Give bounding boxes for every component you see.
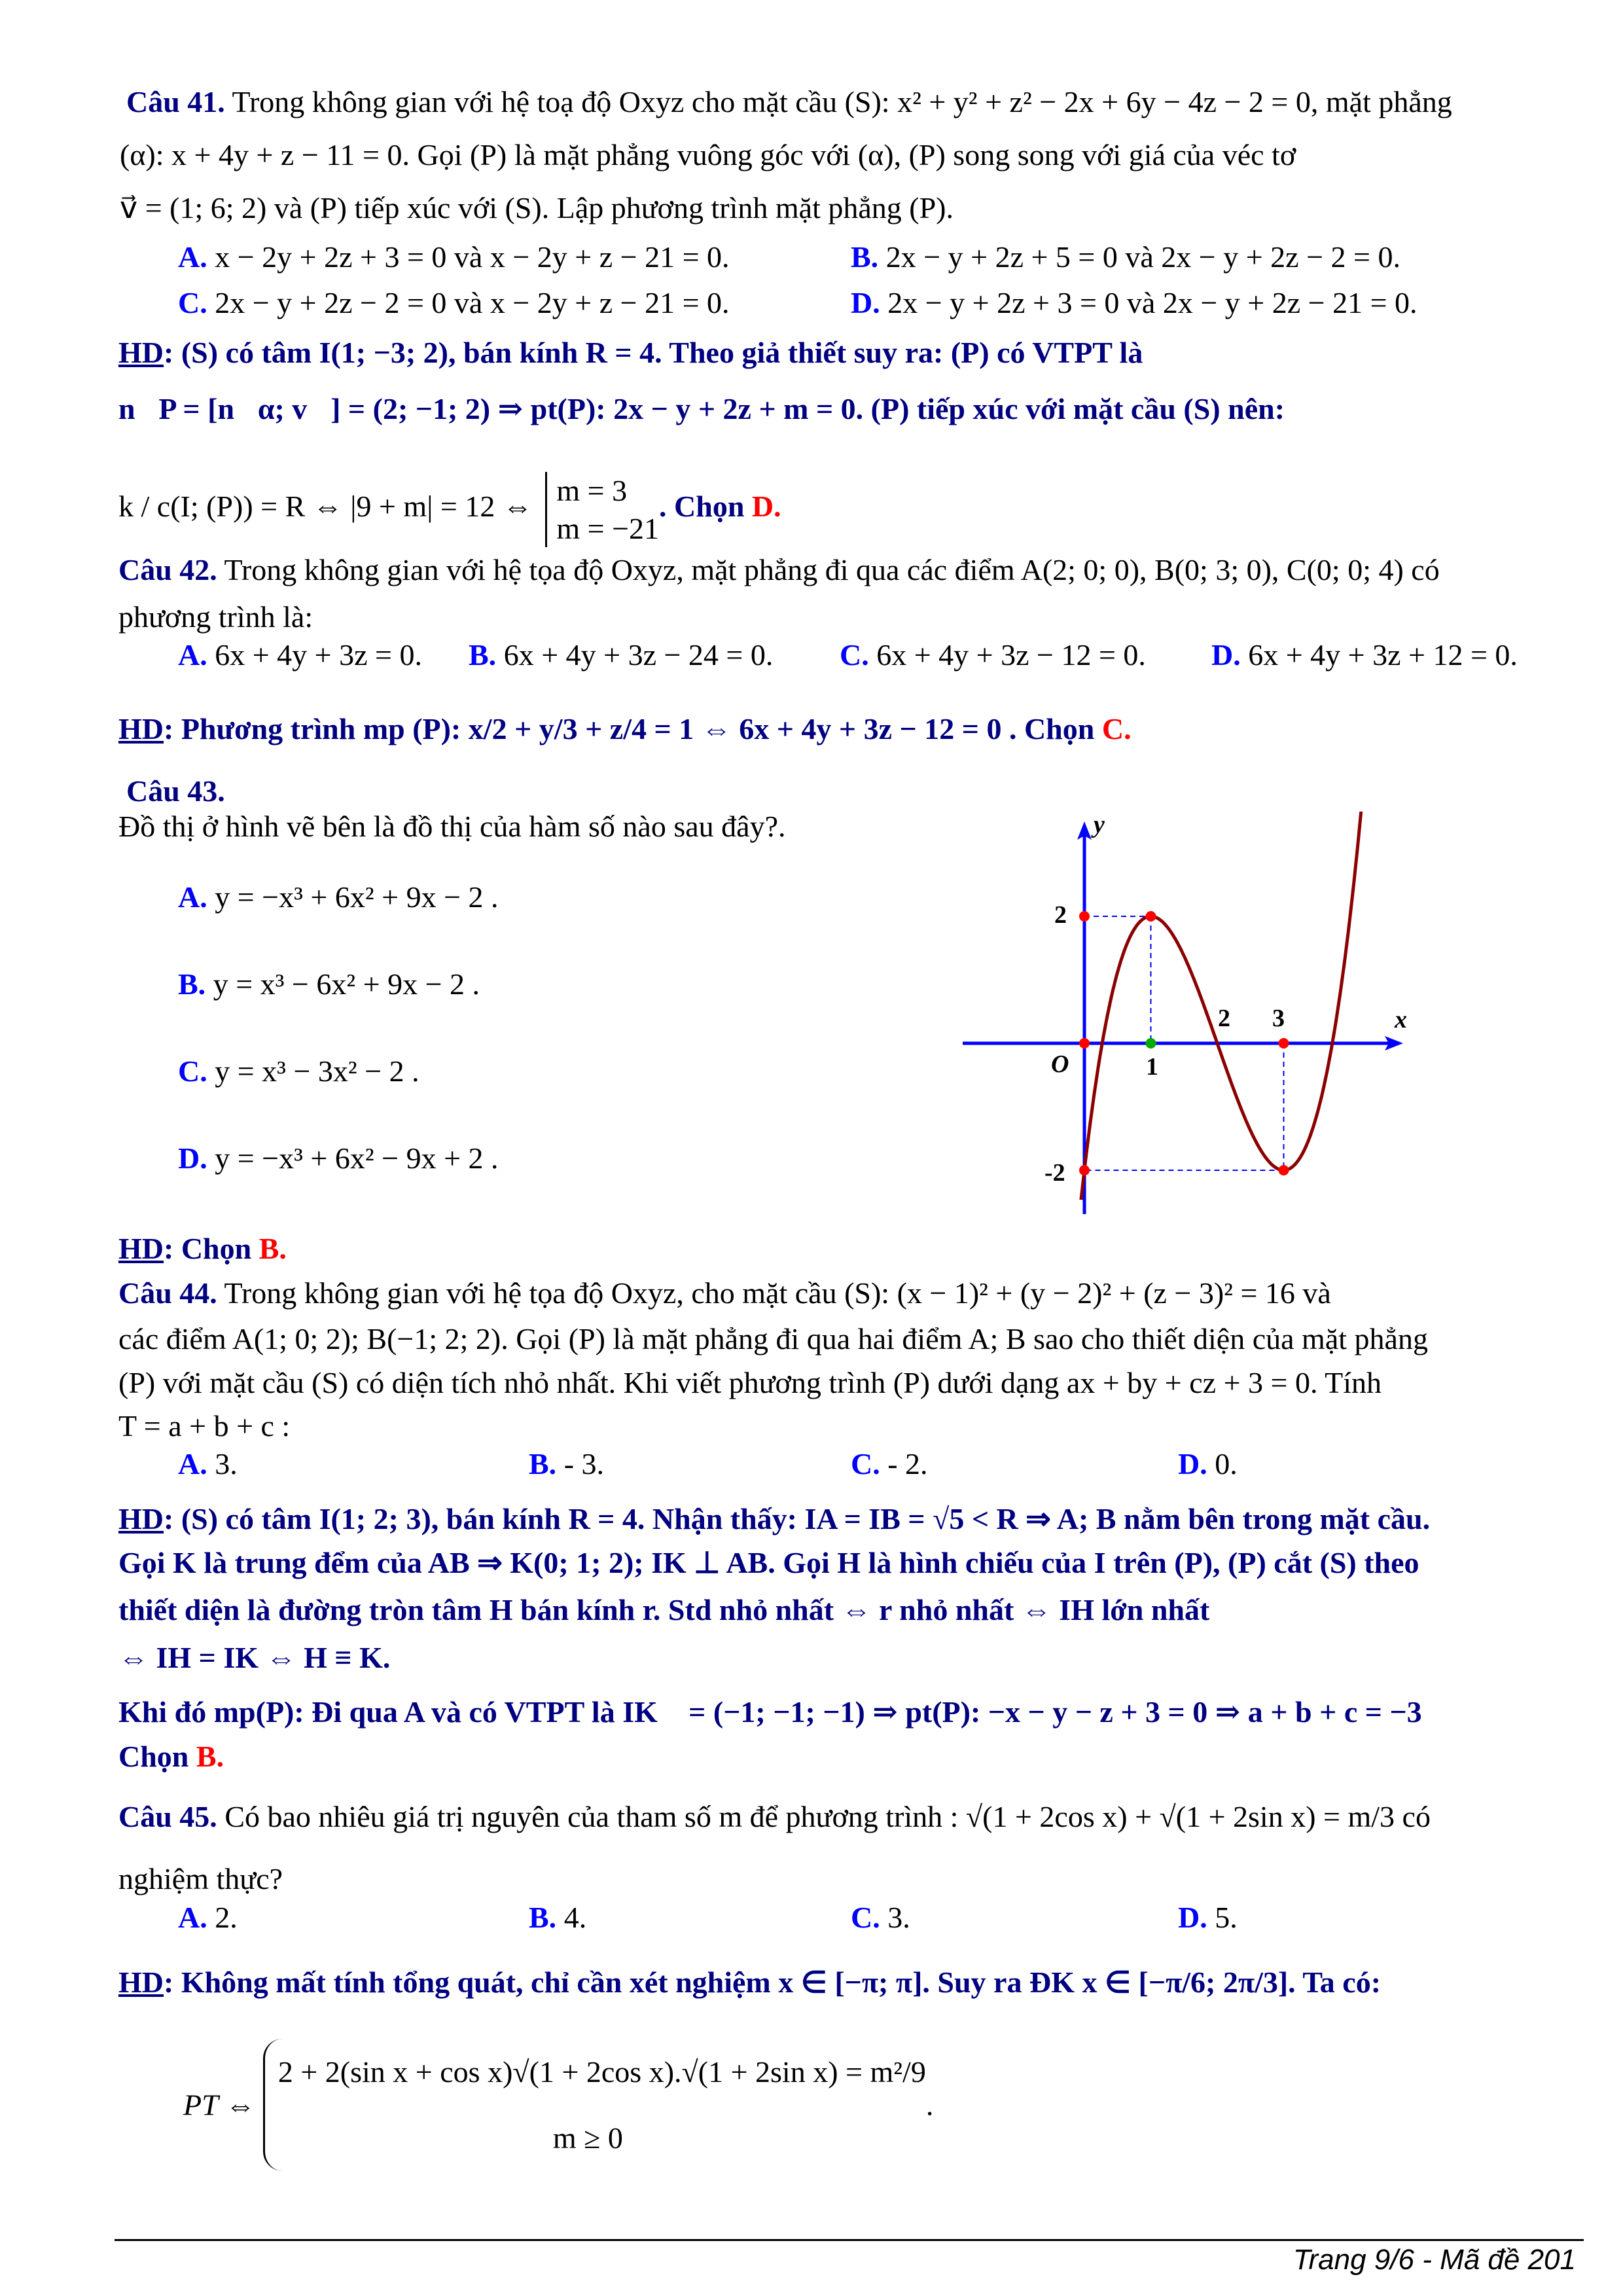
case-2: m = −21 [556,511,660,545]
footer-divider [115,2239,1584,2241]
option-text: 3. [207,1447,238,1480]
option-text: 2x − y + 2z − 2 = 0 và x − 2y + z − 21 = 0. [207,286,730,319]
option-text: 3. [880,1901,910,1934]
q41-option-c[interactable] [178,285,730,321]
q44-hd-line4: ⇔ IH = IK ⇔ H ≡ K. [118,1641,391,1674]
option-text: y = x³ − 3x² − 2 . [207,1054,419,1088]
option-letter: D. [1178,1447,1207,1480]
q44-option-a[interactable] [178,1446,238,1482]
q44-option-d[interactable] [1178,1446,1238,1482]
q42-hd [118,711,1132,747]
hd-label: HD [118,1502,164,1535]
hd-equation: k / c(I; (P)) = R ⇔ |9 + m| = 12 ⇔ [118,490,533,524]
q45-hd-system [183,2039,933,2171]
answer: B. [196,1740,224,1773]
system-eq-2: m ≥ 0 [552,2121,623,2155]
option-letter: A. [178,638,207,672]
graph-point [1079,1165,1090,1175]
q42-text: Trong không gian với hệ tọa độ Oxyz, mặt phẳng đi qua các điểm A(2; 0; 0), B(0; 3; 0), C(0; 0; 4) có [217,553,1440,586]
system-brace [263,2039,926,2171]
q44-line3: (P) với mặt cầu (S) có diện tích nhỏ nhất. Khi viết phương trình (P) dưới dạng ax + by + cz + 3 = 0. Tính [118,1366,1382,1399]
q45-text: Có bao nhiêu giá trị nguyên của tham số m để phương trình : √(1 + 2cos x) + √(1 + 2sin x) = m/3 có [217,1800,1431,1833]
option-text: 6x + 4y + 3z + 12 = 0. [1240,638,1518,672]
option-letter: A. [178,1447,207,1480]
graph-point [1279,1165,1289,1175]
option-letter: B. [178,967,206,1001]
option-letter: C. [840,638,869,672]
origin-label: O [1051,1050,1069,1078]
answer: C. [1101,712,1132,745]
graph-point [1079,1038,1090,1049]
hd-label: HD [118,1232,164,1265]
system-prefix: PT ⇔ [183,2088,256,2122]
option-text: 2. [207,1901,238,1934]
q41-label: Câu 41. [126,85,225,118]
q44-hd-line6 [118,1738,224,1774]
option-letter: A. [178,1901,207,1934]
y-tick-2: 2 [1054,901,1067,929]
q42-option-d[interactable] [1211,637,1518,673]
q44-line4: T = a + b + c : [118,1409,291,1443]
option-letter: B. [851,240,879,274]
hd-label: HD [118,1965,164,1999]
q44-hd-line3: thiết diện là đường tròn tâm H bán kính r. Std nhỏ nhất ⇔ r nhỏ nhất ⇔ IH lớn nhất [118,1593,1210,1626]
system-end: . [925,2088,934,2122]
system-eq-1: 2 + 2(sin x + cos x)√(1 + 2cos x).√(1 + 2sin x) = m²/9 [277,2055,926,2089]
x-tick-2: 2 [1218,1005,1230,1032]
graph-point [1079,911,1090,922]
option-letter: C. [851,1447,880,1480]
q41-line1 [126,84,1452,120]
option-letter: C. [178,286,207,319]
option-text: 0. [1207,1447,1238,1480]
q44-line1 [118,1275,1331,1311]
q43-label: Câu 43. [126,774,225,808]
option-letter: D. [1211,638,1241,672]
option-text: 6x + 4y + 3z − 12 = 0. [868,638,1146,672]
hd-label: HD [118,336,164,369]
page-footer: Trang 9/6 - Mã đề 201 [1293,2244,1576,2276]
x-tick-1: 1 [1146,1053,1158,1081]
q41-hd-line1 [118,334,1143,370]
q45-option-b[interactable] [529,1899,586,1935]
option-text: 4. [556,1901,587,1934]
option-letter: D. [1178,1901,1207,1934]
hd-choose: . Chọn [659,490,752,524]
y-tick-neg2: -2 [1044,1159,1065,1187]
graph-point [1146,1038,1156,1049]
q43-option-a[interactable] [178,879,499,915]
q41-hd-line3 [118,472,781,547]
q43-option-d[interactable] [178,1140,499,1176]
q43-option-c[interactable] [178,1053,419,1089]
q44-hd-line5: Khi đó mp(P): Đi qua A và có VTPT là IK⃗ = (−1; −1; −1) ⇒ pt(P): −x − y − z + 3 = 0 ⇒ a + b + c = −3 [118,1695,1422,1729]
q42-label: Câu 42. [118,553,217,586]
answer: D. [751,490,781,524]
graph-point [1146,911,1156,922]
option-text: 6x + 4y + 3z = 0. [207,638,422,672]
q45-option-d[interactable] [1178,1899,1238,1935]
option-text: y = −x³ + 6x² + 9x − 2 . [207,880,499,914]
q41-text: Trong không gian với hệ toạ độ Oxyz cho mặt cầu (S): x² + y² + z² − 2x + 6y − 4z − 2 = 0, mặt phẳng [224,85,1452,118]
hd-choose: Chọn [118,1740,196,1773]
q44-hd-line2: Gọi K là trung đểm của AB ⇒ K(0; 1; 2); IK ⊥ AB. Gọi H là hình chiếu của I trên (P), (P) cắt (S) theo [118,1546,1419,1579]
x-tick-3: 3 [1272,1005,1285,1032]
hd-label: HD [118,712,164,745]
q45-label: Câu 45. [118,1800,217,1833]
hd-text: : Không mất tính tổng quát, chỉ cần xét nghiệm x ∈ [−π; π]. Suy ra ĐK x ∈ [−π/6; 2π/3]. Ta có: [164,1965,1382,1999]
option-text: 6x + 4y + 3z − 24 = 0. [496,638,774,672]
hd-text: : Phương trình mp (P): x/2 + y/3 + z/4 = 1 ⇔ 6x + 4y + 3z − 12 = 0 . Chọn [164,712,1102,745]
q41-option-d[interactable] [851,285,1418,321]
q42-line1 [118,552,1440,588]
q44-option-b[interactable] [529,1446,604,1482]
hd-text: : (S) có tâm I(1; 2; 3), bán kính R = 4. Nhận thấy: IA = IB = √5 < R ⇒ A; B nằm bên trong mặt cầu. [164,1502,1431,1535]
q41-line3: v⃗ = (1; 6; 2) và (P) tiếp xúc với (S). Lập phương trình mặt phẳng (P). [120,191,954,224]
hd-text: : Chọn [164,1232,259,1265]
q44-line2: các điểm A(1; 0; 2); B(−1; 2; 2). Gọi (P) là mặt phẳng đi qua hai điểm A; B sao cho thiết diện của mặt phẳng [118,1322,1428,1355]
case-1: m = 3 [556,474,628,507]
q45-option-a[interactable] [178,1899,238,1935]
hd-text: : (S) có tâm I(1; −3; 2), bán kính R = 4. Theo giả thiết suy ra: (P) có VTPT là [164,336,1143,369]
q41-line2: (α): x + 4y + z − 11 = 0. Gọi (P) là mặt phẳng vuông góc với (α), (P) song song với giá của véc tơ [120,138,1296,171]
q45-line2: nghiệm thực? [118,1862,283,1895]
graph-point [1279,1038,1289,1049]
q44-label: Câu 44. [118,1276,217,1310]
option-text: 2x − y + 2z + 3 = 0 và 2x − y + 2z − 21 = 0. [880,286,1418,319]
q45-line1 [118,1799,1431,1835]
q43-hd [118,1230,287,1266]
y-axis-label: y [1094,812,1105,838]
case-bracket [545,472,659,547]
q43-option-b[interactable] [178,966,480,1002]
option-letter: C. [851,1901,880,1934]
q44-hd-line1 [118,1501,1430,1537]
option-letter: B. [469,638,497,672]
q43-line1: Đồ thị ở hình vẽ bên là đồ thị của hàm số nào sau đây?. [118,810,786,843]
option-text: 5. [1207,1901,1238,1934]
q42-option-b[interactable] [469,637,773,673]
q45-option-c[interactable] [851,1899,910,1935]
option-letter: A. [178,240,207,274]
option-text: - 3. [556,1447,605,1480]
option-letter: C. [178,1054,207,1088]
answer: B. [259,1232,287,1265]
x-axis-label: x [1395,1006,1407,1033]
option-text: x − 2y + 2z + 3 = 0 và x − 2y + z − 21 = 0. [207,240,730,274]
q44-text: Trong không gian với hệ tọa độ Oxyz, cho mặt cầu (S): (x − 1)² + (y − 2)² + (z − 3)² = 16 và [217,1276,1331,1310]
q41-option-a[interactable] [178,239,730,275]
q42-option-c[interactable] [840,637,1146,673]
q44-option-c[interactable] [851,1446,928,1482]
option-letter: D. [178,1141,207,1175]
option-letter: B. [529,1901,557,1934]
q42-line2: phương trình là: [118,600,313,634]
option-text: y = −x³ + 6x² − 9x + 2 . [207,1141,499,1175]
option-text: - 2. [880,1447,928,1480]
option-text: 2x − y + 2z + 5 = 0 và 2x − y + 2z − 2 = 0. [878,240,1400,274]
cubic-graph [959,812,1418,1217]
q41-option-b[interactable] [851,239,1400,275]
q41-hd-line2: n⃗P = [n⃗α; v⃗] = (2; −1; 2) ⇒ pt(P): 2x − y + 2z + m = 0. (P) tiếp xúc với mặt cầu (S) nên: [118,392,1285,425]
option-letter: D. [851,286,880,319]
option-text: y = x³ − 6x² + 9x − 2 . [205,967,480,1001]
q42-option-a[interactable] [178,637,422,673]
option-letter: B. [529,1447,557,1480]
q45-hd-line1 [118,1964,1381,2000]
option-letter: A. [178,880,207,914]
